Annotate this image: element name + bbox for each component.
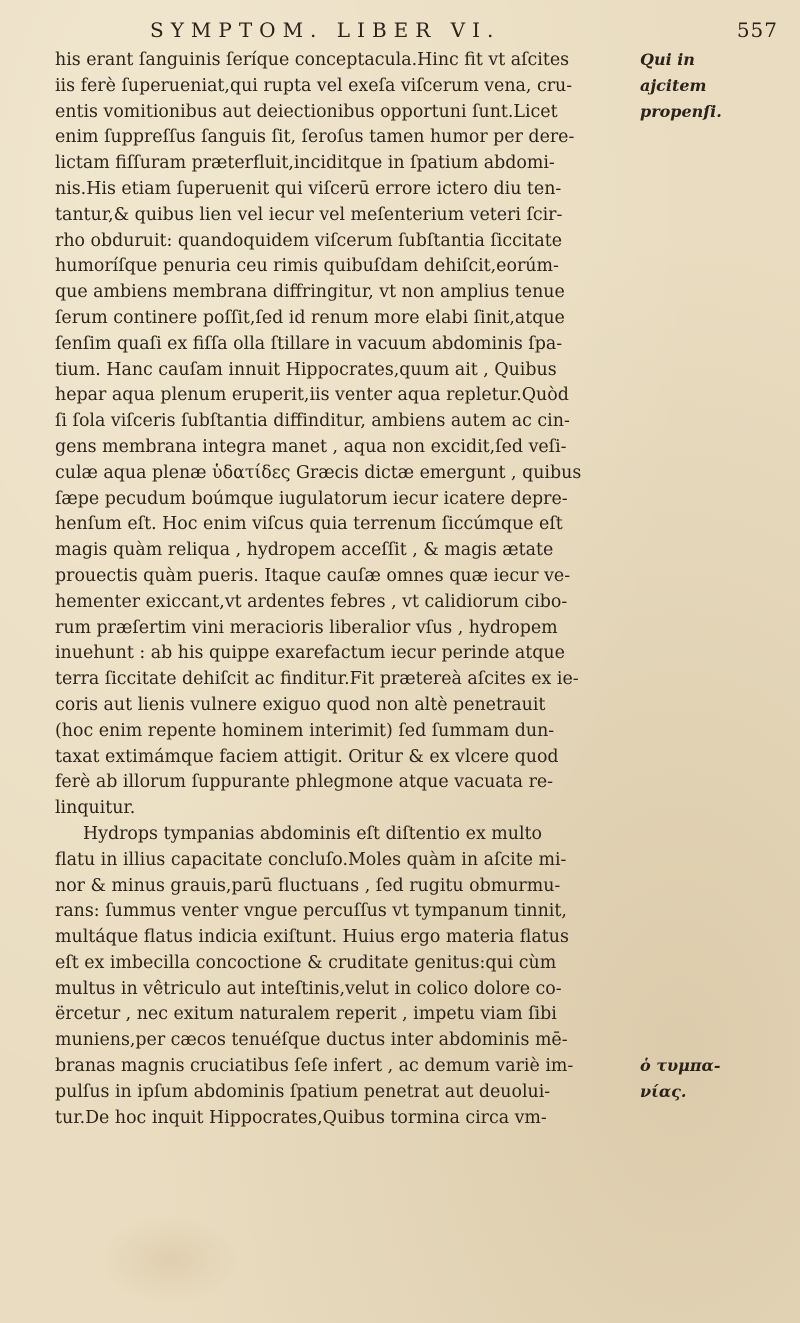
text-line: ſi ſola viſceris ſubſtantia diffinditur, ambiens autem ac cin- xyxy=(55,411,570,432)
margin-note: propenſi. xyxy=(640,101,722,121)
running-head-title: SYMPTOM. LIBER VI. xyxy=(150,18,501,42)
text-line: prouectis quàm pueris. Itaque cauſæ omnes quæ iecur ve- xyxy=(55,565,571,586)
margin-note: ὁ τυμπα- xyxy=(640,1056,721,1076)
text-line: ſenſim quaſi ex fiſſa olla ſtillare in vacuum abdominis ſpa- xyxy=(55,333,563,354)
text-line: enim ſuppreſſus ſanguis ſit, ſeroſus tamen humor per dere- xyxy=(55,127,575,148)
text-line: nor & minus grauis,parū fluctuans , ſed rugitu obmurmu- xyxy=(55,875,561,896)
text-line: inuehunt : ab his quippe exarefactum iecur perinde atque xyxy=(55,643,565,664)
text-line: ſæpe pecudum boúmque iugulatorum iecur icatere depre- xyxy=(55,488,568,509)
text-line: gens membrana integra manet , aqua non excidit,ſed veſi- xyxy=(55,436,567,457)
text-line: rho obduruit: quandoquidem viſcerum ſubſtantia ſiccitate xyxy=(55,230,563,251)
margin-note: ajcitem xyxy=(640,75,707,95)
text-line: eſt ex imbecilla concoctione & cruditate genitus:qui cùm xyxy=(55,952,557,973)
text-line: rans: ſummus venter vngue percuſſus vt tympanum tinnit, xyxy=(55,901,567,922)
text-line: ſerum continere poſſit,ſed id renum more elabi ſinit,atque xyxy=(55,307,565,328)
text-line: que ambiens membrana diffringitur, vt non amplius tenue xyxy=(55,282,565,303)
paper-stain xyxy=(100,1215,240,1305)
text-line: ferè ab illorum ſuppurante phlegmone atque vacuata re- xyxy=(55,772,554,793)
text-line: pulſus in ipſum abdominis ſpatium penetrat aut deuolui- xyxy=(55,1081,551,1102)
margin-note: νίας. xyxy=(640,1082,687,1101)
text-line: Hydrops tympanias abdominis eſt diſtentio ex multo xyxy=(83,823,542,844)
text-line: lictam fiſſuram præterfluit,inciditque in ſpatium abdomi- xyxy=(55,153,555,174)
text-line: rum præſertim vini meracioris liberalior vſus , hydropem xyxy=(55,617,558,638)
text-line: his erant ſanguinis ſeríque conceptacula.Hinc fit vt aſcites xyxy=(55,50,570,70)
running-head xyxy=(150,18,790,52)
text-line: terra ſiccitate dehiſcit ac finditur.Fit prætereà aſcites ex ie- xyxy=(55,669,579,690)
text-line: entis vomitionibus aut deiectionibus opportuni ſunt.Licet xyxy=(55,101,558,122)
text-line: magis quàm reliqua , hydropem acceſſit , & magis ætate xyxy=(55,540,554,561)
text-line: muniens,per cæcos tenuéſque ductus inter abdominis mē- xyxy=(55,1030,568,1051)
text-line: hementer exiccant,vt ardentes febres , vt calidiorum cibo- xyxy=(55,591,568,612)
text-line: humoríſque penuria ceu rimis quibuſdam dehiſcit,eorúm- xyxy=(55,256,559,277)
text-line: (hoc enim repente hominem interimit) ſed ſummam dun- xyxy=(55,720,555,741)
text-line: nis.His etiam ſuperuenit qui viſcerū errore ictero diu ten- xyxy=(55,178,562,199)
text-line: iis ferè ſuperueniat,qui rupta vel exeſa viſcerum vena, cru- xyxy=(55,75,573,96)
text-line: linquitur. xyxy=(55,798,136,819)
page-number: 557 xyxy=(736,18,778,42)
text-line: coris aut lienis vulnere exiguo quod non altè penetrauit xyxy=(55,694,546,715)
text-line: multáque flatus indicia exiſtunt. Huius ergo materia flatus xyxy=(55,927,569,948)
text-line: multus in vêtriculo aut inteſtinis,velut in colico dolore co- xyxy=(55,978,562,999)
text-line: henſum eſt. Hoc enim viſcus quia terrenum ſiccúmque eſt xyxy=(55,514,563,535)
text-line: branas magnis cruciatibus ſeſe infert , ac demum variè im- xyxy=(55,1056,574,1077)
text-line: culæ aqua plenæ ὑδατίδες Græcis dictæ emergunt , quibus xyxy=(55,462,582,483)
text-line: tur.De hoc inquit Hippocrates,Quibus tormina circa vm- xyxy=(55,1107,547,1128)
text-line: tantur,& quibus lien vel iecur vel meſenterium veteri ſcir- xyxy=(55,204,563,225)
text-line: tium. Hanc cauſam innuit Hippocrates,quum ait , Quibus xyxy=(55,359,557,380)
body-text xyxy=(55,48,635,1131)
text-line: ërcetur , nec exitum naturalem reperit , impetu viam ſibi xyxy=(55,1004,557,1025)
text-line: flatu in illius capacitate concluſo.Moles quàm in aſcite mi- xyxy=(55,849,567,870)
text-line: hepar aqua plenum eruperit,iis venter aqua repletur.Quòd xyxy=(55,385,569,406)
text-line: taxat extimámque faciem attigit. Oritur & ex vlcere quod xyxy=(55,746,559,767)
margin-note: Qui in xyxy=(640,50,695,69)
